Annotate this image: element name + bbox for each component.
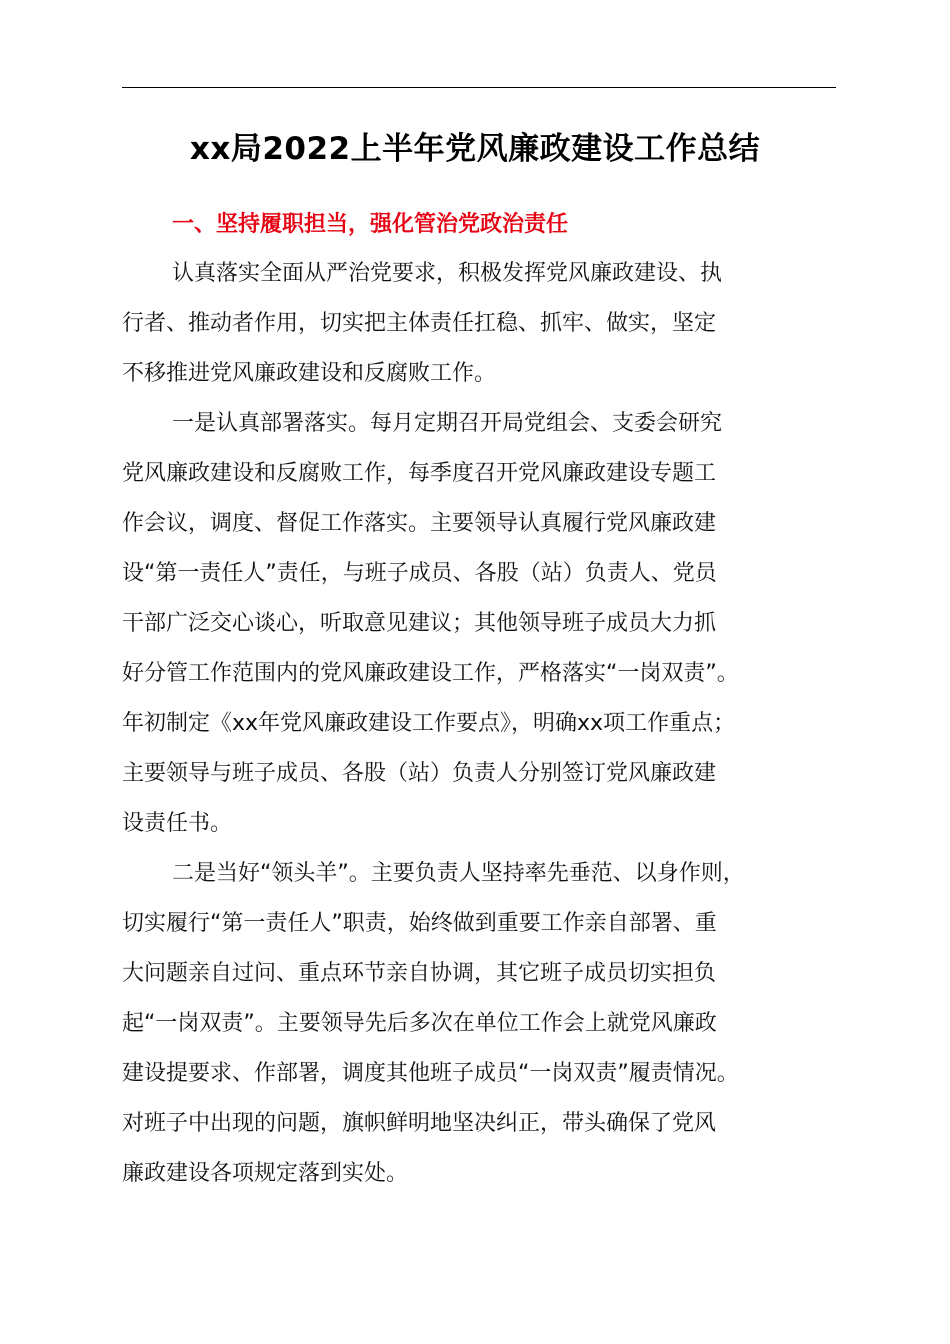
paragraph-line: 一是认真部署落实。每月定期召开局党组会、支委会研究	[172, 411, 723, 436]
paragraph-line: 好分管工作范围内的党风廉政建设工作，严格落实“一岗双责”。	[122, 661, 739, 686]
paragraph-line: 切实履行“第一责任人”职责，始终做到重要工作亲自部署、重	[122, 911, 717, 936]
paragraph-intro	[122, 249, 838, 399]
paragraph-line: 党风廉政建设和反腐败工作，每季度召开党风廉政建设专题工	[122, 461, 717, 486]
paragraph-line: 年初制定《xx年党风廉政建设工作要点》，明确xx项工作重点；	[122, 711, 736, 736]
paragraph-line: 对班子中出现的问题，旗帜鲜明地坚决纠正，带头确保了党风	[122, 1111, 717, 1136]
paragraph-line: 起“一岗双责”。主要领导先后多次在单位工作会上就党风廉政	[122, 1011, 717, 1036]
paragraph-line: 二是当好“领头羊”。主要负责人坚持率先垂范、以身作则，	[172, 861, 745, 886]
paragraph-line: 行者、推动者作用，切实把主体责任扛稳、抓牢、做实，坚定	[122, 311, 717, 336]
paragraph-line: 不移推进党风廉政建设和反腐败工作。	[122, 361, 497, 386]
paragraph-leadership	[122, 849, 838, 1199]
paragraph-line: 大问题亲自过问、重点环节亲自协调，其它班子成员切实担负	[122, 961, 717, 986]
paragraph-line: 认真落实全面从严治党要求，积极发挥党风廉政建设、执	[172, 261, 723, 286]
paragraph-line: 设责任书。	[122, 811, 233, 836]
document-title: xx局2022上半年党风廉政建设工作总结	[189, 131, 761, 167]
section-heading-1: 一、坚持履职担当，强化管治党政治责任	[172, 212, 569, 237]
paragraph-line: 作会议，调度、督促工作落实。主要领导认真履行党风廉政建	[122, 511, 717, 536]
paragraph-line: 廉政建设各项规定落到实处。	[122, 1161, 409, 1186]
paragraph-line: 干部广泛交心谈心，听取意见建议；其他领导班子成员大力抓	[122, 611, 717, 636]
paragraph-deployment	[122, 399, 838, 849]
header-rule	[122, 87, 836, 88]
paragraph-line: 建设提要求、作部署，调度其他班子成员“一岗双责”履责情况。	[122, 1061, 739, 1086]
paragraph-line: 主要领导与班子成员、各股（站）负责人分别签订党风廉政建	[122, 761, 717, 786]
paragraph-line: 设“第一责任人”责任，与班子成员、各股（站）负责人、党员	[122, 561, 717, 586]
document-body	[122, 200, 838, 1199]
